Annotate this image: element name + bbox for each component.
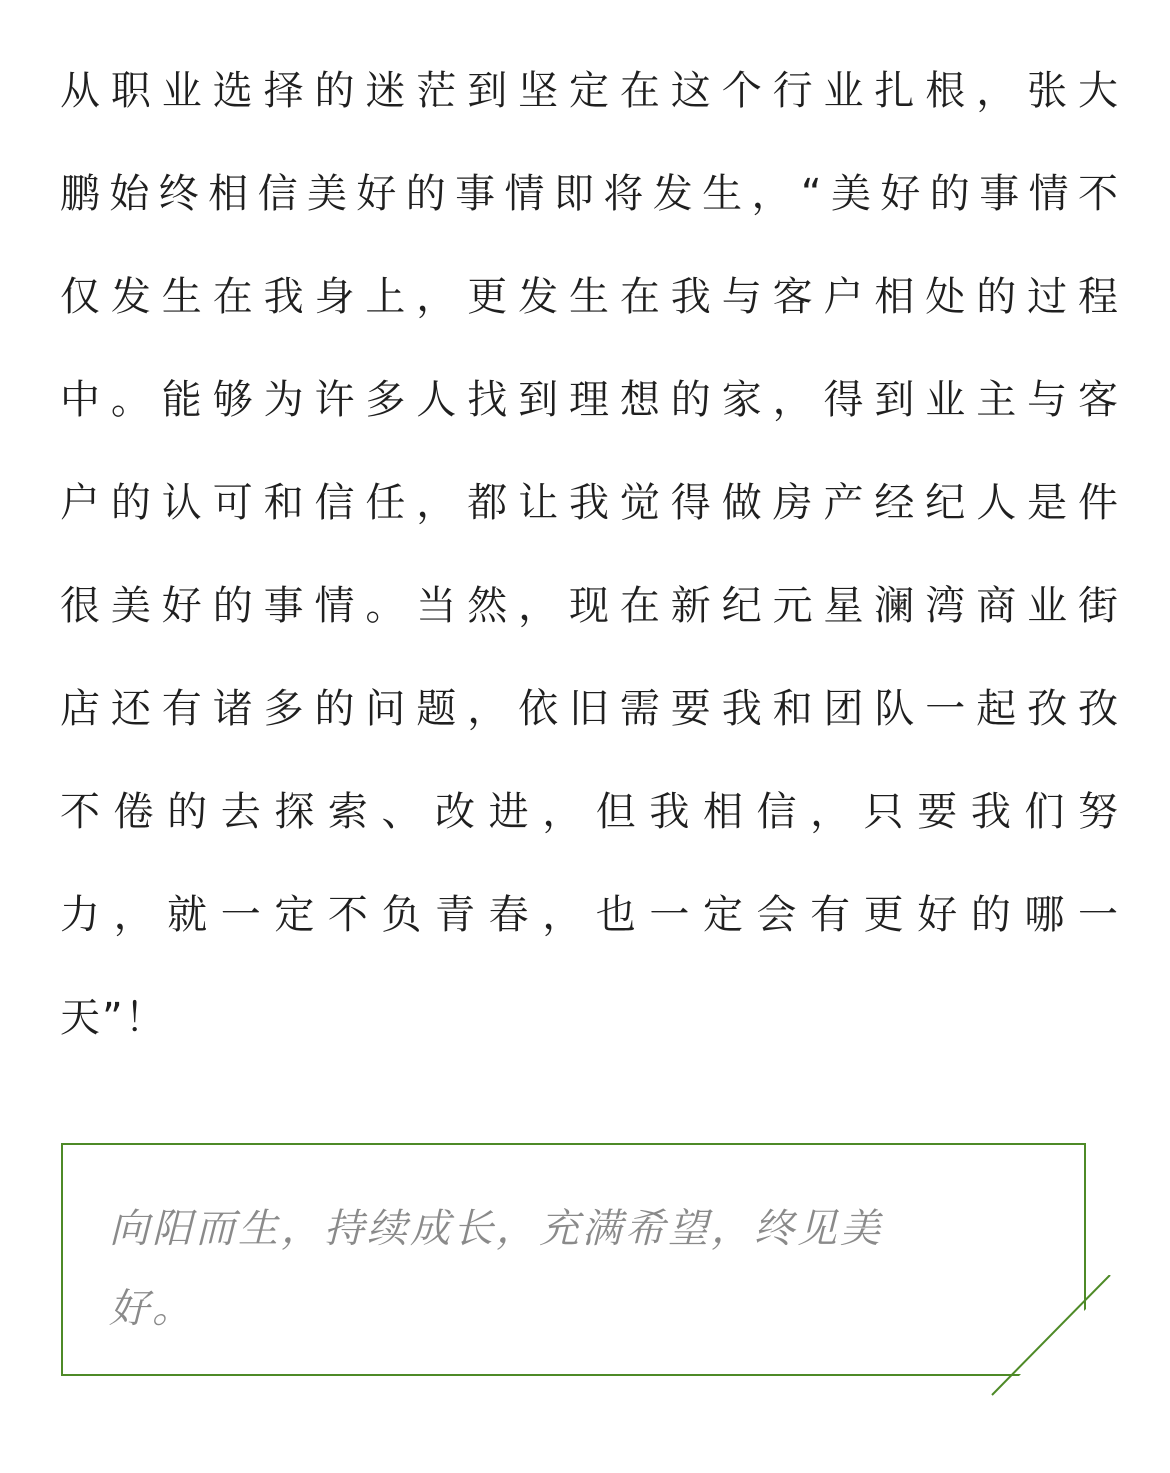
quote-box — [61, 1143, 1086, 1376]
article-line: 中。能够为许多人找到理想的家，得到业主与客 — [60, 377, 1120, 423]
quote-text-line: 好。 — [109, 1286, 195, 1332]
article-line: 鹏始终相信美好的事情即将发生，“美好的事情不 — [60, 171, 1120, 217]
article-line: 从职业选择的迷茫到坚定在这个行业扎根，张大 — [60, 68, 1120, 114]
corner-decoration — [990, 1275, 1120, 1405]
corner-mask — [990, 1275, 1120, 1405]
quote-text-line: 向阳而生，持续成长，充满希望，终见美 — [109, 1206, 883, 1252]
article-line: 不倦的去探索、改进，但我相信，只要我们努 — [60, 789, 1120, 835]
article-body — [60, 40, 1120, 1070]
article-line: 店还有诸多的问题，依旧需要我和团队一起孜孜 — [60, 686, 1120, 732]
article-line: 户的认可和信任，都让我觉得做房产经纪人是件 — [60, 480, 1120, 526]
article-line: 力，就一定不负青春，也一定会有更好的哪一 — [60, 892, 1120, 938]
article-line: 仅发生在我身上，更发生在我与客户相处的过程 — [60, 274, 1120, 320]
article-line: 天”！ — [60, 995, 167, 1041]
article-line: 很美好的事情。当然，现在新纪元星澜湾商业街 — [60, 583, 1120, 629]
